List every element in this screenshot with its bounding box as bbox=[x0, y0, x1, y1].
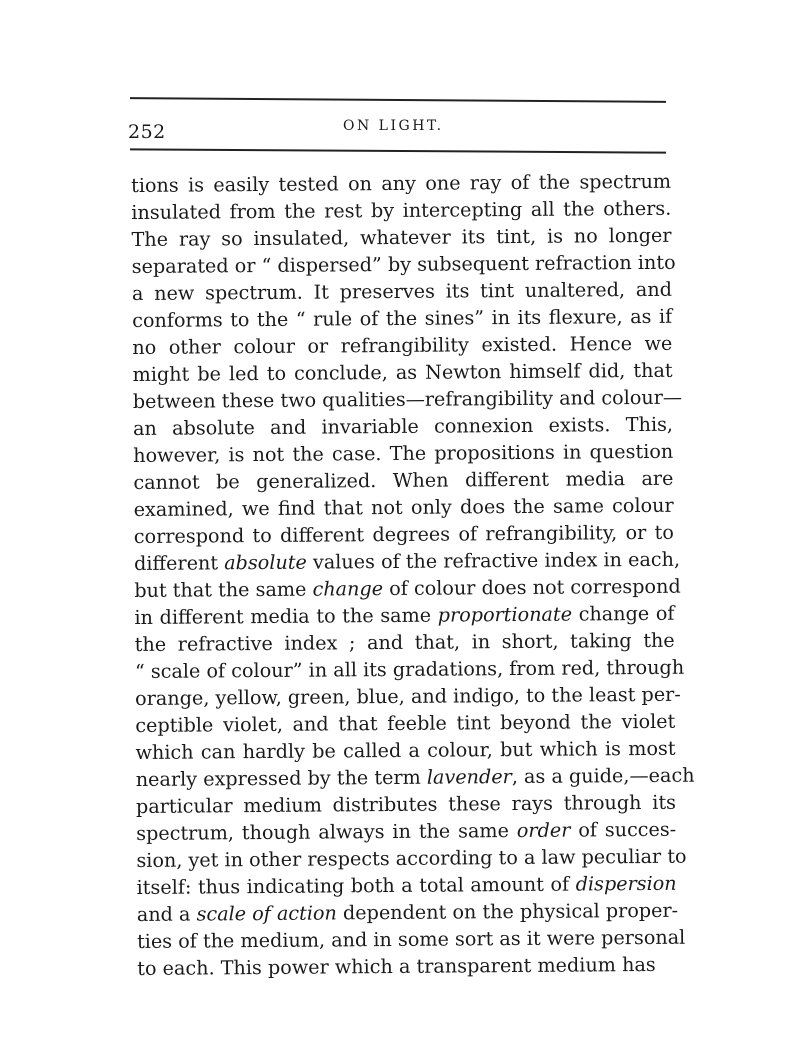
text-line bbox=[131, 168, 671, 199]
text-run: nearly expressed by the term bbox=[135, 765, 427, 791]
text-line bbox=[132, 357, 672, 388]
text-run: values of the refractive index in each, bbox=[306, 547, 681, 574]
text-line bbox=[137, 951, 677, 982]
text-line bbox=[131, 222, 671, 253]
italic-run: change bbox=[312, 577, 384, 601]
text-run: change of bbox=[571, 601, 675, 626]
text-line bbox=[137, 870, 677, 901]
body-text bbox=[131, 168, 695, 982]
text-run: “ scale of colour” in all its gradations, from red, through bbox=[134, 655, 685, 683]
header-rule-top bbox=[130, 97, 666, 103]
text-line bbox=[135, 681, 681, 712]
text-line bbox=[135, 762, 695, 793]
italic-run: absolute bbox=[224, 550, 307, 575]
text-line bbox=[137, 897, 677, 928]
header-rule-bottom bbox=[130, 148, 666, 153]
text-run: in different media to the same bbox=[134, 603, 438, 629]
text-run: a new spectrum. It preserves its tint unaltered, and bbox=[131, 277, 673, 305]
text-line bbox=[134, 492, 674, 523]
text-run: , as a guide,—each bbox=[511, 763, 695, 789]
text-run: correspond to different degrees of refrangibility, or to bbox=[133, 520, 674, 548]
text-line bbox=[131, 249, 676, 280]
text-run: no other colour or refrangibility existed. Hence we bbox=[132, 331, 673, 359]
text-run: cannot be generalized. When different media are bbox=[133, 466, 674, 494]
text-line bbox=[135, 708, 675, 739]
text-line bbox=[136, 816, 676, 847]
text-run: sion, yet in other respects according to a law peculiar to bbox=[136, 844, 687, 872]
text-run: orange, yellow, green, blue, and indigo, to the least per- bbox=[135, 682, 681, 710]
text-line bbox=[135, 627, 675, 658]
text-line bbox=[136, 789, 676, 820]
text-line bbox=[136, 843, 687, 874]
text-run: tions is easily tested on any one ray of the spectrum bbox=[131, 169, 672, 197]
italic-run: dispersion bbox=[575, 871, 677, 896]
text-line bbox=[132, 303, 672, 334]
text-line bbox=[133, 411, 673, 442]
text-run: spectrum, though always in the same bbox=[136, 818, 517, 845]
text-line bbox=[132, 276, 672, 307]
italic-run: scale of action bbox=[196, 901, 337, 926]
text-run: might be led to conclude, as Newton himself did, that bbox=[132, 358, 673, 386]
text-line bbox=[131, 195, 671, 226]
italic-run: order bbox=[516, 818, 571, 842]
text-run: between these two qualities—refrangibility and colour— bbox=[132, 385, 683, 413]
text-run: of colour does not correspond bbox=[382, 574, 681, 601]
text-run: ties of the medium, and in some sort as it were personal bbox=[136, 925, 686, 953]
text-run: The ray so insulated, whatever its tint, is no longer bbox=[131, 223, 672, 251]
running-head: ON LIGHT. bbox=[343, 118, 444, 134]
text-run: different bbox=[133, 551, 225, 575]
text-run: separated or “ dispersed” by subsequent refraction into bbox=[131, 250, 676, 278]
text-line bbox=[134, 654, 685, 685]
text-run: ceptible violet, and that feeble tint beyond the violet bbox=[135, 709, 676, 737]
text-run: particular medium distributes these rays through its bbox=[135, 790, 677, 818]
page-number: 252 bbox=[128, 121, 166, 143]
text-line bbox=[133, 465, 673, 496]
text-run: examined, we find that not only does the same colour bbox=[133, 493, 674, 521]
italic-run: proportionate bbox=[437, 602, 573, 627]
text-line bbox=[134, 600, 674, 631]
text-line bbox=[134, 573, 681, 604]
text-line bbox=[134, 519, 674, 550]
text-run: itself: thus indicating both a total amount of bbox=[136, 872, 576, 899]
text-run: however, is not the case. The propositions in question bbox=[133, 439, 674, 467]
text-line bbox=[135, 735, 675, 766]
text-line bbox=[133, 438, 673, 469]
text-run: and a bbox=[136, 902, 197, 926]
text-run: insulated from the rest by intercepting all the others. bbox=[131, 196, 672, 224]
text-line bbox=[132, 330, 672, 361]
text-line bbox=[136, 924, 686, 955]
text-run: of succes- bbox=[570, 817, 677, 842]
text-run: dependent on the physical proper- bbox=[336, 898, 679, 925]
text-line bbox=[133, 546, 681, 577]
text-run: which can hardly be called a colour, but which is most bbox=[135, 736, 676, 764]
text-run: the refractive index ; and that, in short, taking the bbox=[134, 628, 675, 656]
text-run: an absolute and invariable connexion exists. This, bbox=[132, 412, 674, 440]
text-line bbox=[132, 384, 683, 415]
text-run: but that the same bbox=[134, 577, 313, 602]
text-run: to each. This power which a transparent medium has bbox=[137, 952, 656, 980]
italic-run: lavender bbox=[426, 765, 512, 789]
text-run: conforms to the “ rule of the sines” in its flexure, as if bbox=[132, 304, 673, 332]
